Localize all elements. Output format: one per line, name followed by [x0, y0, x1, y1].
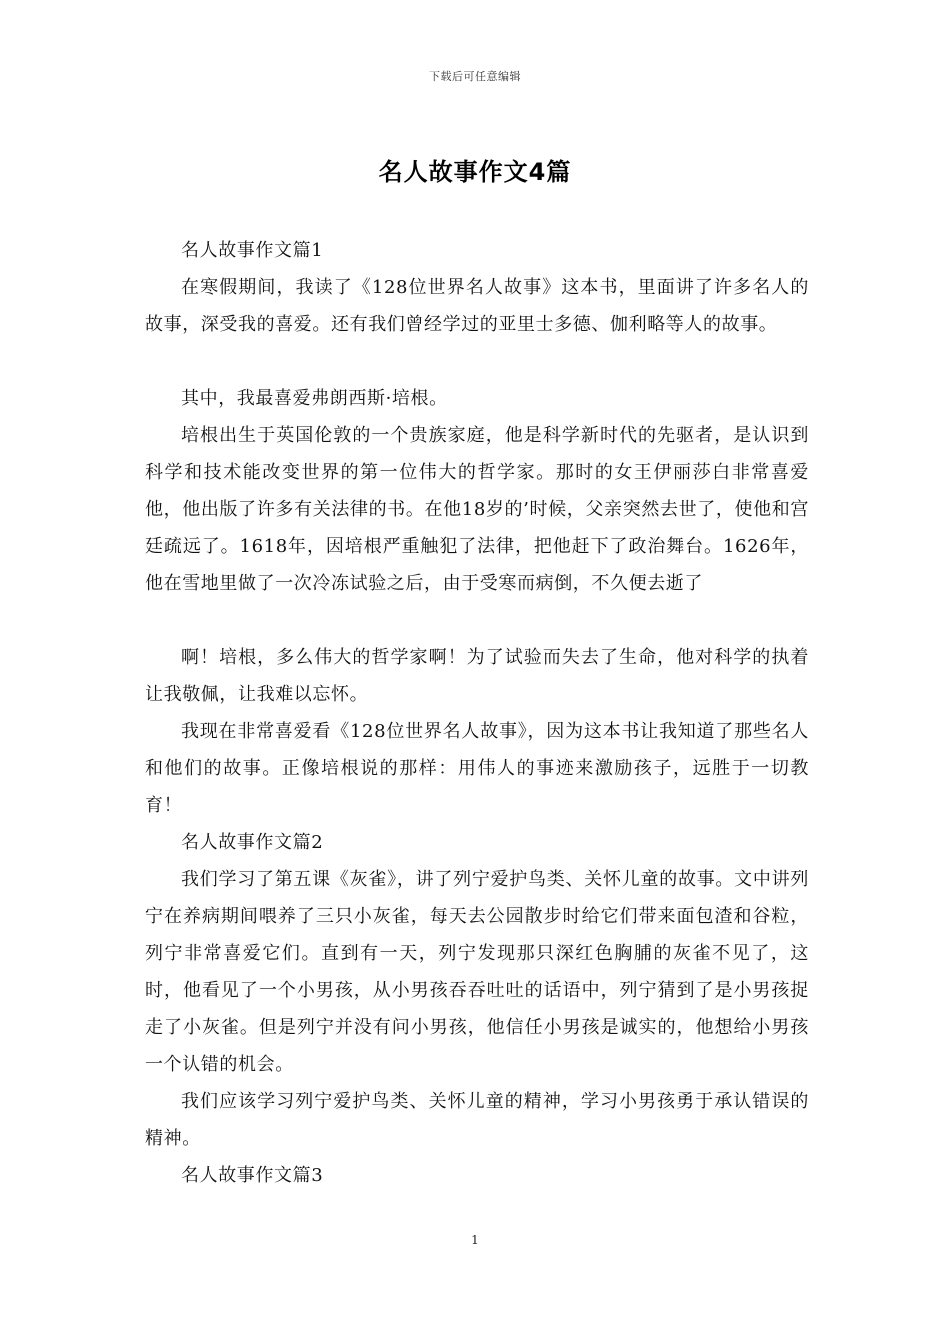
page-number: 1 — [471, 1233, 479, 1247]
document-body — [145, 232, 809, 1194]
paragraph: 我们应该学习列宁爱护鸟类、关怀儿童的精神，学习小男孩勇于承认错误的精神。 — [145, 1091, 809, 1149]
paragraph: 培根出生于英国伦敦的一个贵族家庭，他是科学新时代的先驱者，是认识到科学和技术能改变世界的第一位伟大的哲学家。那时的女王伊丽莎白非常喜爱他，他出版了许多有关法律的书。在他18岁的’时候，父亲突然去世了，使他和宫廷疏远了。1618年，因培根严重触犯了法律，把他赶下了政治舞台。1626年，他在雪地里做了一次冷冻试验之后，由于受寒而病倒，不久便去逝了 — [145, 425, 809, 594]
header-note: 下载后可任意编辑 — [429, 70, 521, 83]
section-heading: 名人故事作文篇3 — [181, 1165, 324, 1186]
section-heading: 名人故事作文篇1 — [181, 240, 324, 261]
paragraph: 我现在非常喜爱看《128位世界名人故事》，因为这本书让我知道了那些名人和他们的故事。正像培根说的那样：用伟人的事迹来激励孩子，远胜于一切教育！ — [145, 721, 809, 816]
document-title: 名人故事作文4篇 — [378, 158, 572, 186]
paragraph: 在寒假期间，我读了《128位世界名人故事》这本书，里面讲了许多名人的故事，深受我的喜爱。还有我们曾经学过的亚里士多德、伽利略等人的故事。 — [145, 277, 809, 335]
section-heading: 名人故事作文篇2 — [181, 832, 324, 853]
paragraph: 啊！培根，多么伟大的哲学家啊！为了试验而失去了生命，他对科学的执着让我敬佩，让我难以忘怀。 — [145, 647, 809, 705]
paragraph: 其中，我最喜爱弗朗西斯·培根。 — [181, 388, 448, 409]
paragraph: 我们学习了第五课《灰雀》，讲了列宁爱护鸟类、关怀儿童的故事。文中讲列宁在养病期间喂养了三只小灰雀，每天去公园散步时给它们带来面包渣和谷粒，列宁非常喜爱它们。直到有一天，列宁发现那只深红色胸脯的灰雀不见了，这时，他看见了一个小男孩，从小男孩吞吞吐吐的话语中，列宁猜到了是小男孩捉走了小灰雀。但是列宁并没有问小男孩，他信任小男孩是诚实的，他想给小男孩一个认错的机会。 — [145, 869, 809, 1075]
